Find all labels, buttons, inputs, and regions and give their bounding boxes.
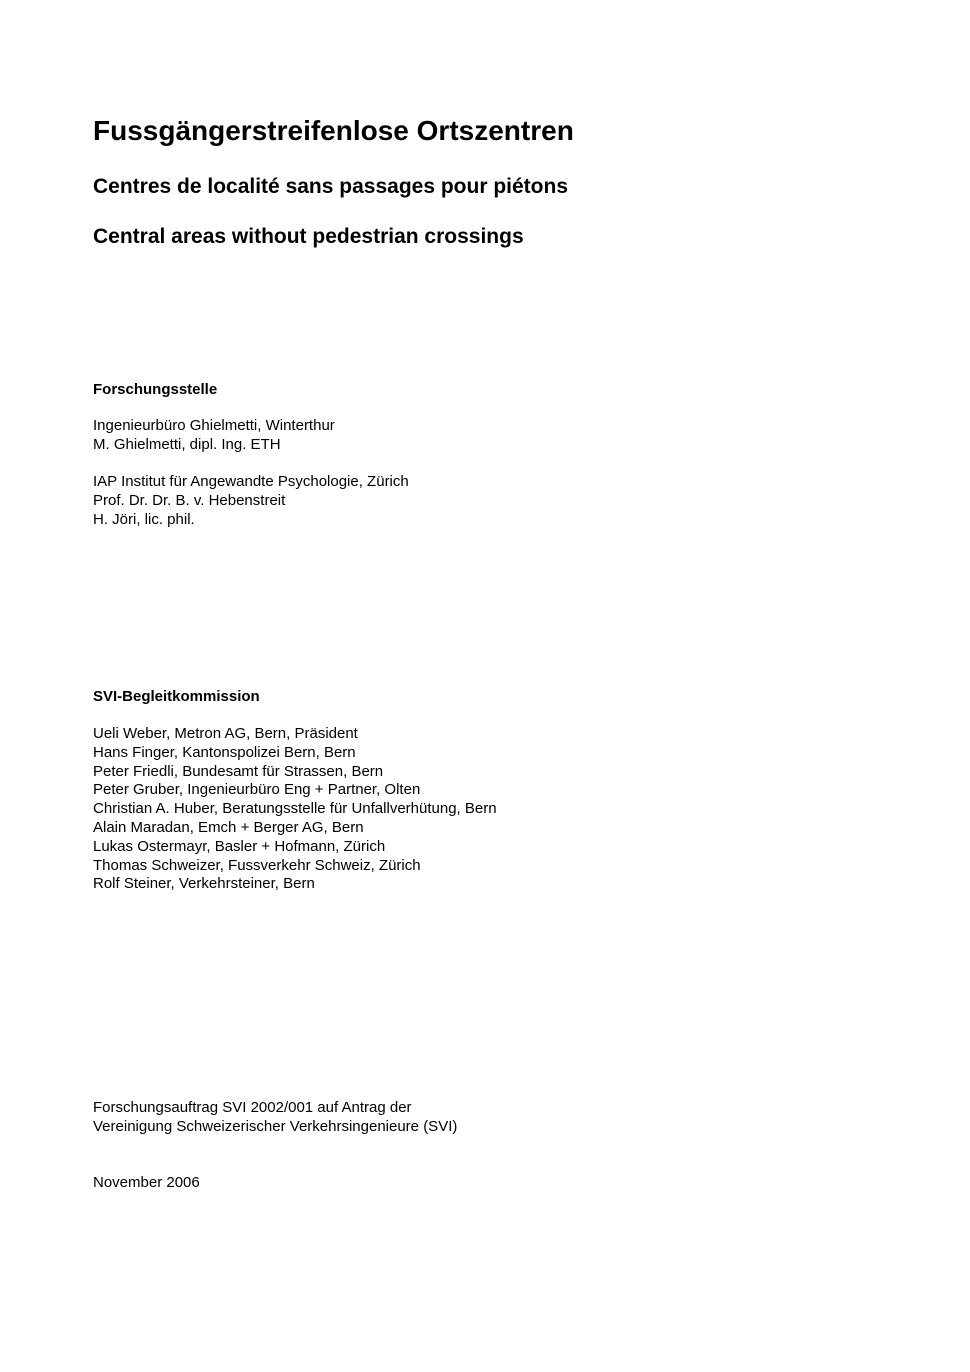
commission-member: Lukas Ostermayr, Basler + Hofmann, Zürich (93, 837, 386, 855)
commission-member: Alain Maradan, Emch + Berger AG, Bern (93, 818, 364, 836)
commission-member: Thomas Schweizer, Fussverkehr Schweiz, Zürich (93, 856, 421, 874)
commission-member: Rolf Steiner, Verkehrsteiner, Bern (93, 875, 315, 893)
commission-member: Ueli Weber, Metron AG, Bern, Präsident (93, 725, 358, 742)
research-mandate-note (93, 1099, 457, 1137)
research-body-line: Prof. Dr. Dr. B. v. Hebenstreit (93, 491, 286, 509)
document-title: Fussgängerstreifenlose Ortszentren (93, 115, 574, 146)
commission-member-list (93, 725, 497, 894)
research-mandate-line: Vereinigung Schweizerischer Verkehrsingenieure (SVI) (93, 1117, 458, 1135)
commission-member: Peter Gruber, Ingenieurbüro Eng + Partner, Olten (93, 781, 421, 799)
research-body-heading: Forschungsstelle (93, 381, 218, 398)
publication-date: November 2006 (93, 1174, 200, 1191)
research-body-line: Ingenieurbüro Ghielmetti, Winterthur (93, 417, 335, 434)
commission-member: Hans Finger, Kantonspolizei Bern, Bern (93, 743, 356, 761)
commission-member: Peter Friedli, Bundesamt für Strassen, Bern (93, 762, 384, 780)
document-title-french: Centres de localité sans passages pour piétons (93, 175, 568, 198)
document-title-english: Central areas without pedestrian crossings (93, 225, 524, 248)
research-body-group-2 (93, 473, 409, 529)
commission-member: Christian A. Huber, Beratungsstelle für Unfallverhütung, Bern (93, 800, 497, 818)
research-body-line: M. Ghielmetti, dipl. Ing. ETH (93, 435, 281, 453)
commission-heading: SVI-Begleitkommission (93, 688, 260, 705)
research-mandate-line: Forschungsauftrag SVI 2002/001 auf Antrag der (93, 1099, 412, 1116)
research-body-line: IAP Institut für Angewandte Psychologie, Zürich (93, 473, 409, 490)
research-body-group-1 (93, 417, 335, 455)
research-body-line: H. Jöri, lic. phil. (93, 510, 195, 528)
